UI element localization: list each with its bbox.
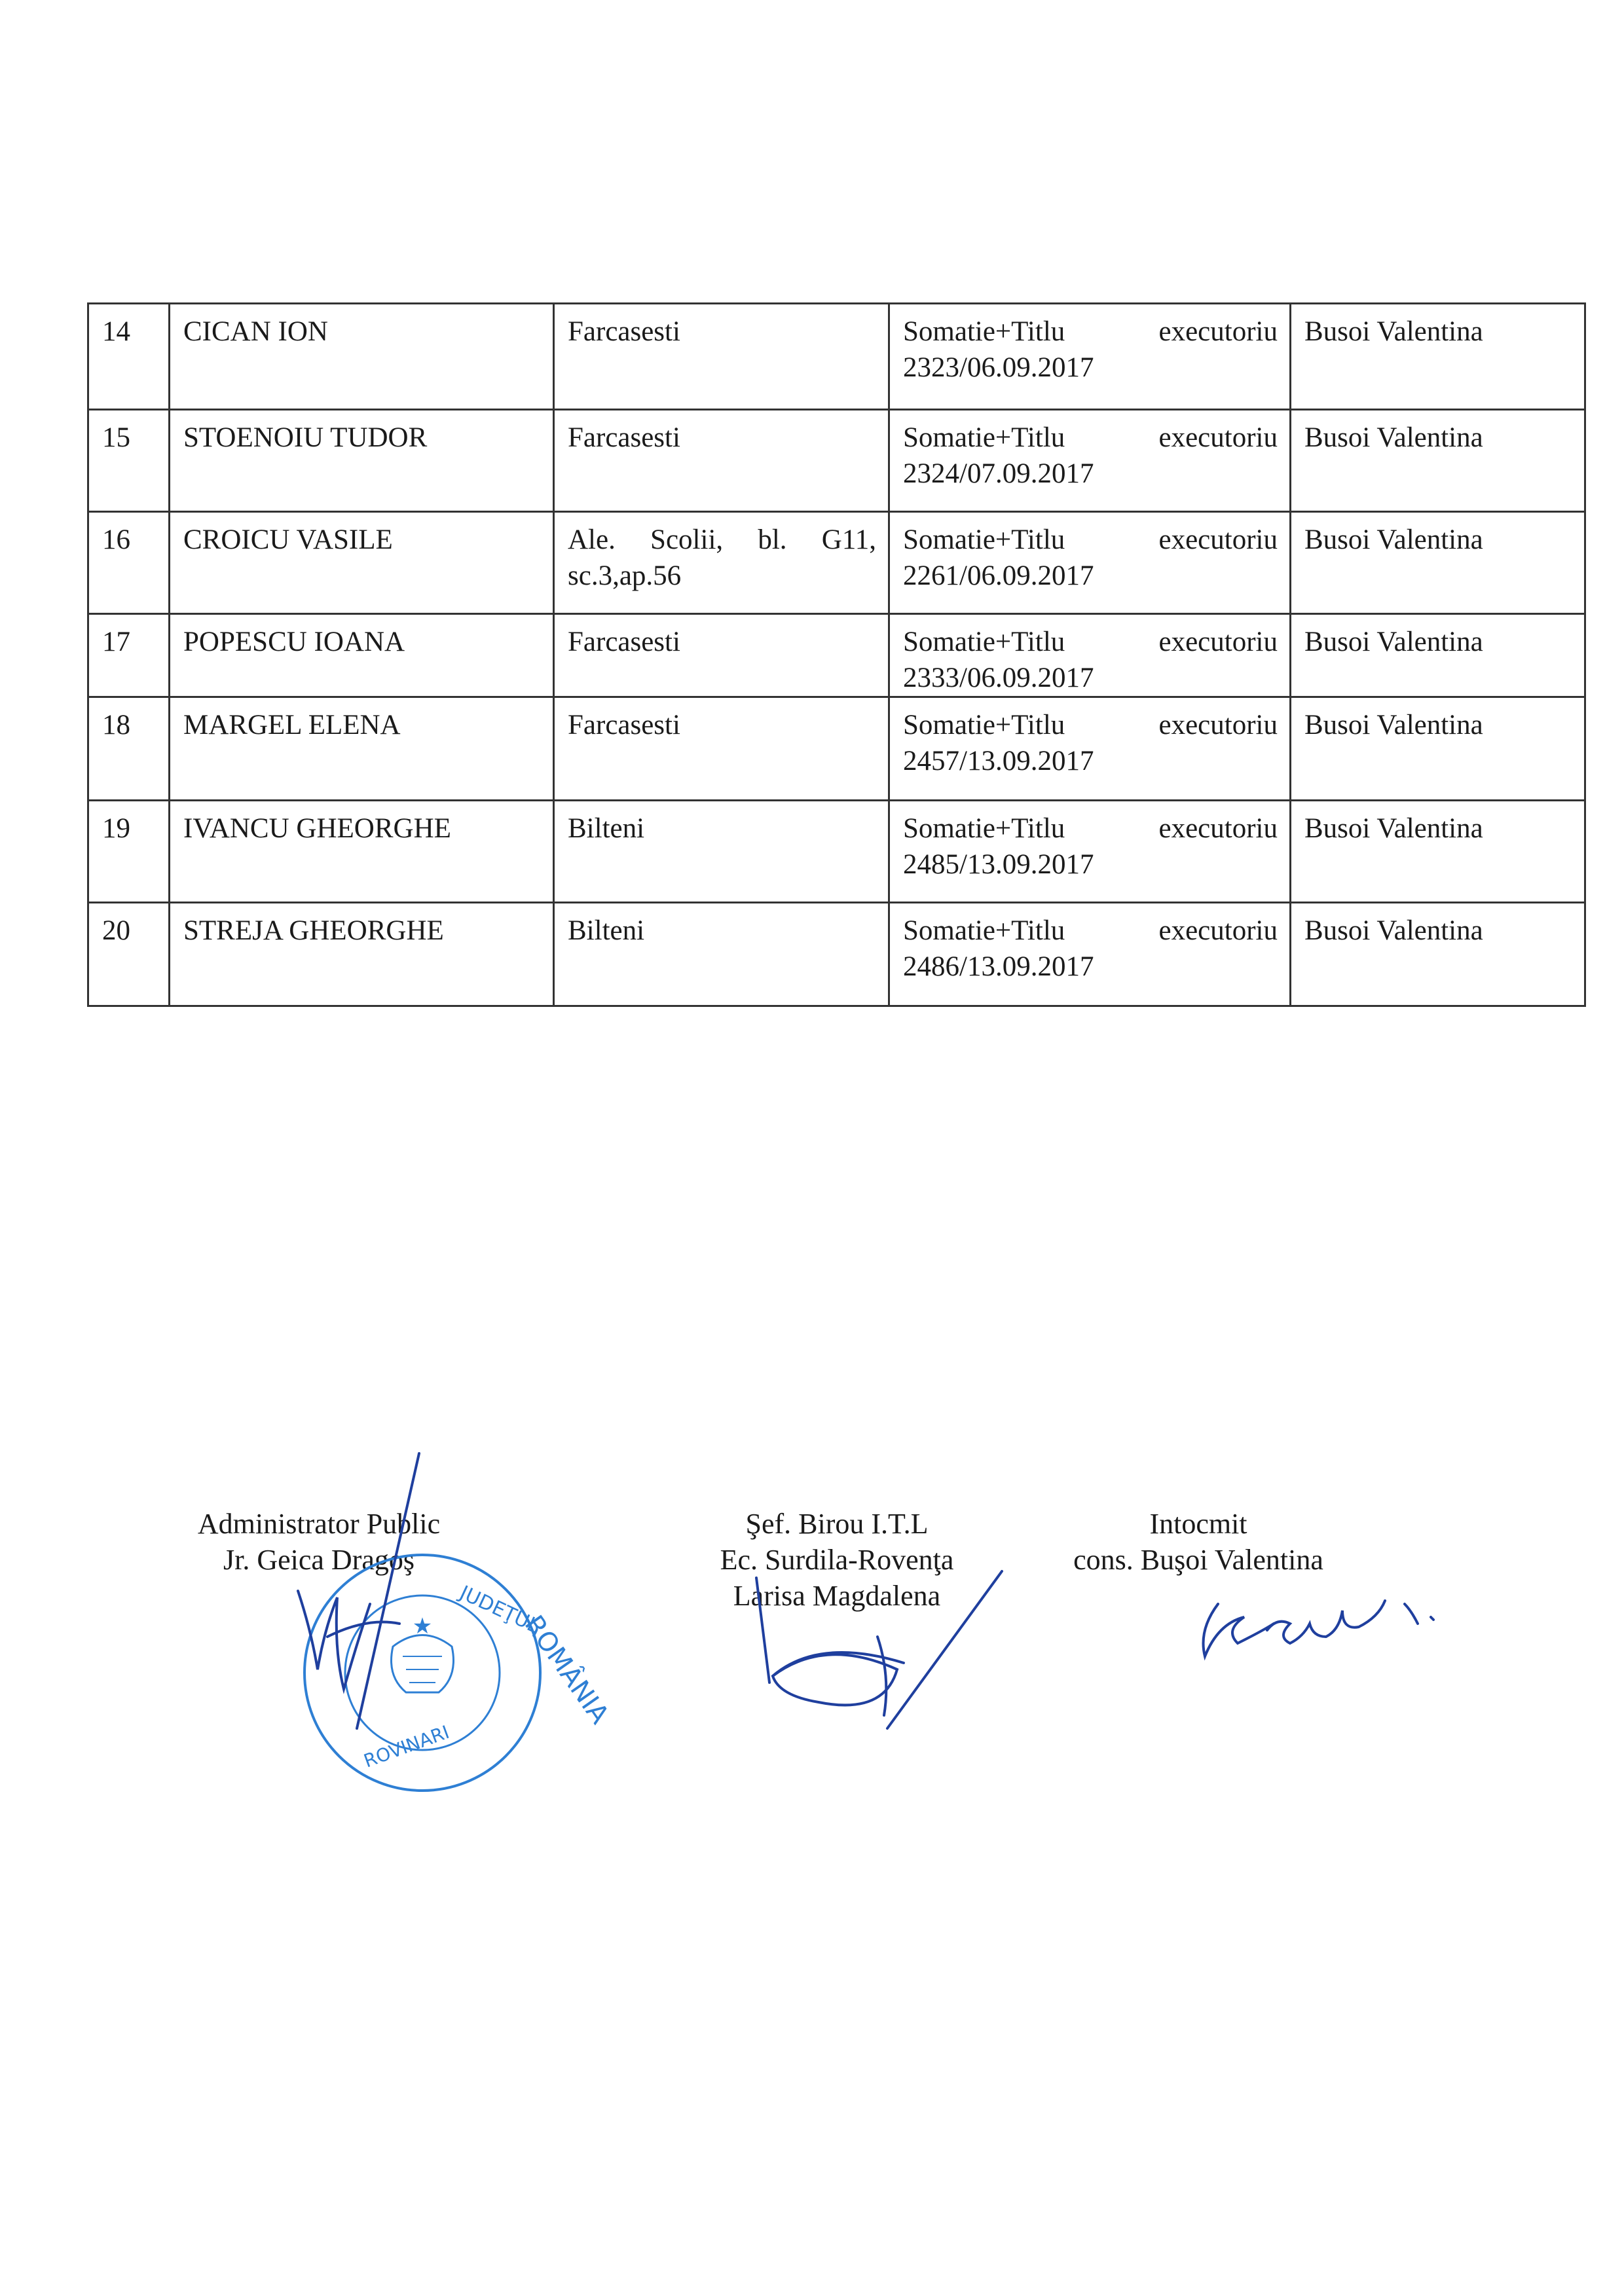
document-word: executoriu [1158,524,1278,555]
cell-address: Farcasesti [554,697,889,801]
cell-agent: Busoi Valentina [1291,410,1585,512]
cell-nr: 16 [88,512,170,614]
document-type: Somatie+Titlu [903,627,1065,657]
document-number: 2323/06.09.2017 [903,352,1094,383]
cell-name: MARGEL ELENA [170,697,554,801]
cell-agent: Busoi Valentina [1291,614,1585,697]
cell-nr: 14 [88,304,170,410]
cell-address: Bilteni [554,801,889,903]
cell-name: CROICU VASILE [170,512,554,614]
svg-text:ROVINARI: ROVINARI [361,1721,452,1772]
signatory-name: cons. Buşoi Valentina [1073,1544,1323,1576]
document-number: 2261/06.09.2017 [903,560,1094,591]
cell-agent: Busoi Valentina [1291,801,1585,903]
document-type: Somatie+Titlu [903,915,1065,946]
cell-nr: 18 [88,697,170,801]
cell-name: STOENOIU TUDOR [170,410,554,512]
document-number: 2486/13.09.2017 [903,951,1094,982]
cell-name: IVANCU GHEORGHE [170,801,554,903]
cell-nr: 19 [88,801,170,903]
signatory-name-line2: Larisa Magdalena [733,1580,941,1612]
cell-address: Farcasesti [554,614,889,697]
cell-name: CICAN ION [170,304,554,410]
document-type: Somatie+Titlu [903,813,1065,844]
document-number: 2324/07.09.2017 [903,458,1094,489]
document-word: executoriu [1158,710,1278,740]
document-type: Somatie+Titlu [903,710,1065,740]
cell-agent: Busoi Valentina [1291,512,1585,614]
cell-nr: 15 [88,410,170,512]
document-word: executoriu [1158,915,1278,946]
svg-text:JUDEŢUL: JUDEŢUL [456,1581,544,1639]
cell-address: Farcasesti [554,304,889,410]
cell-agent: Busoi Valentina [1291,697,1585,801]
signatory-title: Administrator Public [197,1508,441,1540]
signature-block-admin [172,1506,466,1578]
svg-text:★: ★ [412,1613,433,1639]
cell-name: POPESCU IOANA [170,614,554,697]
signatory-name: Jr. Geica Dragoş [223,1544,415,1576]
cell-address: Bilteni [554,903,889,1006]
signature-block-sef [686,1506,987,1614]
cell-agent: Busoi Valentina [1291,304,1585,410]
cell-address: Ale. Scolii, bl. G11, sc.3,ap.56 [554,512,889,614]
signature-block-intocmit [1035,1506,1362,1578]
cell-nr: 17 [88,614,170,697]
document-number: 2333/06.09.2017 [903,663,1094,693]
document-type: Somatie+Titlu [903,422,1065,453]
document-number: 2485/13.09.2017 [903,849,1094,880]
cell-name: STREJA GHEORGHE [170,903,554,1006]
cell-agent: Busoi Valentina [1291,903,1585,1006]
document-word: executoriu [1158,316,1278,347]
document-number: 2457/13.09.2017 [903,746,1094,776]
signatory-title: Şef. Birou I.T.L [745,1508,929,1540]
document-type: Somatie+Titlu [903,524,1065,555]
document-word: executoriu [1158,422,1278,453]
svg-text:ROMÂNIA: ROMÂNIA [518,1610,615,1730]
document-type: Somatie+Titlu [903,316,1065,347]
cell-address: Farcasesti [554,410,889,512]
signatory-title: Intocmit [1149,1508,1247,1540]
document-word: executoriu [1158,627,1278,657]
signatory-name-line1: Ec. Surdila-Rovenţa [720,1544,954,1576]
document-word: executoriu [1158,813,1278,844]
cell-nr: 20 [88,903,170,1006]
